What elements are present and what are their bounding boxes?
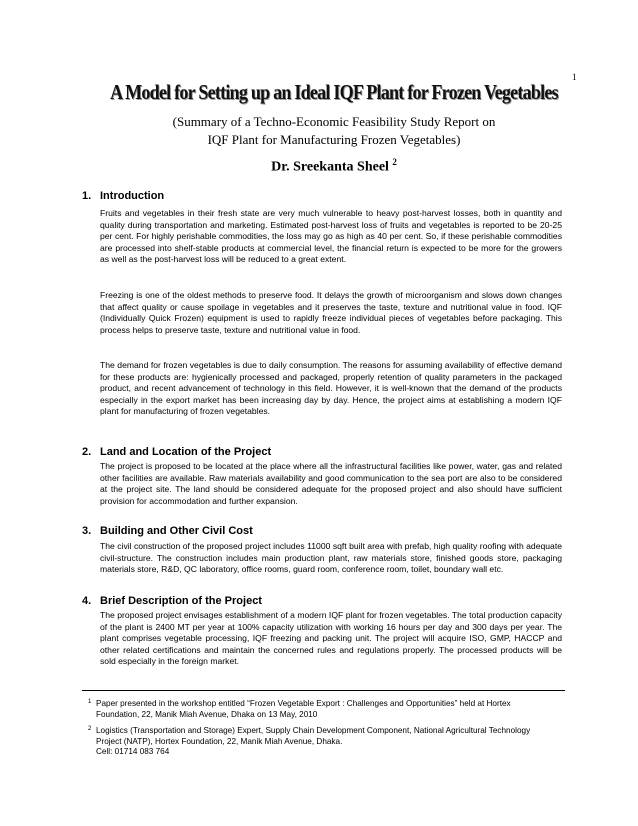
paragraph: The proposed project envisages establishment of a modern IQF plant for frozen vegetables. The total production capacity of the plant is 2400 MT per year at 100% capacity utilization with working 16 hours per day and 300 days per year. The plant comprises vegetable processing, IQF freezing and packing unit. The project will acquire ISO, GMP, HACCP and other related certifications and maintain the concerned rules and regulations properly. The processed products will be sold especially in the foreign market.: [100, 610, 562, 667]
section-title: Building and Other Civil Cost: [100, 525, 253, 537]
footnote-mark: 2: [88, 726, 92, 732]
section-3-heading: [82, 525, 253, 537]
section-number: 4.: [82, 595, 92, 607]
section-number: 1.: [82, 190, 92, 202]
footnote-mark: 1: [88, 699, 92, 705]
section-title: Introduction: [100, 190, 165, 202]
author-footnote-mark: 2: [392, 157, 397, 167]
section-title: Land and Location of the Project: [100, 446, 272, 458]
subtitle-line-1: (Summary of a Techno-Economic Feasibility Study Report on: [172, 114, 496, 129]
footnote-contact: Cell: 01714 083 764: [96, 747, 170, 757]
footnote-2: [88, 726, 536, 758]
page-number: 1: [572, 72, 577, 82]
paper-subtitle: [60, 113, 608, 149]
section-2-heading: [82, 446, 271, 458]
section-1-heading: [82, 190, 164, 202]
subtitle-line-2: IQF Plant for Manufacturing Frozen Vegetables): [207, 132, 461, 147]
section-title: Brief Description of the Project: [100, 595, 262, 607]
paragraph: The demand for frozen vegetables is due to daily consumption. The reasons for assuming availability of effective demand for these products are: hygienically processed and packaged, properly retention of quality parameters in the packaged product, and recent advancement of technology in this field. However, it is well-known that the demand of the products especially in the export market has been increasing day by day. Hence, the project aims at establishing a modern IQF plant for manufacturing of frozen vegetables.: [100, 360, 562, 417]
footnote-1: [88, 699, 536, 720]
footnote-text: Logistics (Transportation and Storage) Expert, Supply Chain Development Component, National Agricultural Technology Project (NATP), Hortex Foundation, 22, Manik Miah Avenue, Dhaka.: [96, 726, 531, 746]
author-name: Dr. Sreekanta Sheel: [271, 159, 389, 175]
paragraph: The project is proposed to be located at the place where all the infrastructural facilities like power, water, gas and related other facilities are available. Raw materials availability and good communication to the sea port are also to be considered at the project site. The land should be considered adequate for the proposed project and also should have sufficient provision for accommodation and further expansion.: [100, 461, 562, 506]
section-number: 3.: [82, 525, 92, 537]
paragraph: Fruits and vegetables in their fresh state are very much vulnerable to heavy post-harvest losses, both in quantity and quality during transportation and marketing. Estimated post-harvest loss of fruits and vegetables is reported to be 20-25 per cent. For highly perishable commodities, the loss may go as high as 40 per cent. So, if these perishable commodities are processed into shelf-stable products at commercial level, the financial return is expected to be more for the growers as well as the post-harvest loss will be reduced to a great extent.: [100, 208, 562, 265]
author-line: [60, 157, 608, 176]
footnote-divider: [82, 690, 565, 691]
section-4-heading: [82, 595, 262, 607]
footnote-text: Paper presented in the workshop entitled “Frozen Vegetable Export : Challenges and Opportunities” held at Hortex Foundation, 22, Manik Miah Avenue, Dhaka on 13 May, 2010: [96, 699, 511, 719]
paragraph: The civil construction of the proposed project includes 11000 sqft built area with prefab, high quality roofing with adequate civil-structure. The construction includes main production plant, raw materials store, finished goods store, packaging materials store, R&D, QC laboratory, office rooms, guard room, conference room, toilet, boundary wall etc.: [100, 541, 562, 575]
section-number: 2.: [82, 446, 92, 458]
paper-title: A Model for Setting up an Ideal IQF Plant for Frozen Vegetables: [110, 80, 558, 104]
paragraph: Freezing is one of the oldest methods to preserve food. It delays the growth of microorganism and slows down changes that affect quality or cause spoilage in vegetables and it preserves the taste, texture and nutritional value in food. IQF (Individually Quick Frozen) equipment is used to rapidly freeze individual pieces of vegetables before packaging. This process helps to preserve taste, texture and nutritional value in food.: [100, 290, 562, 335]
